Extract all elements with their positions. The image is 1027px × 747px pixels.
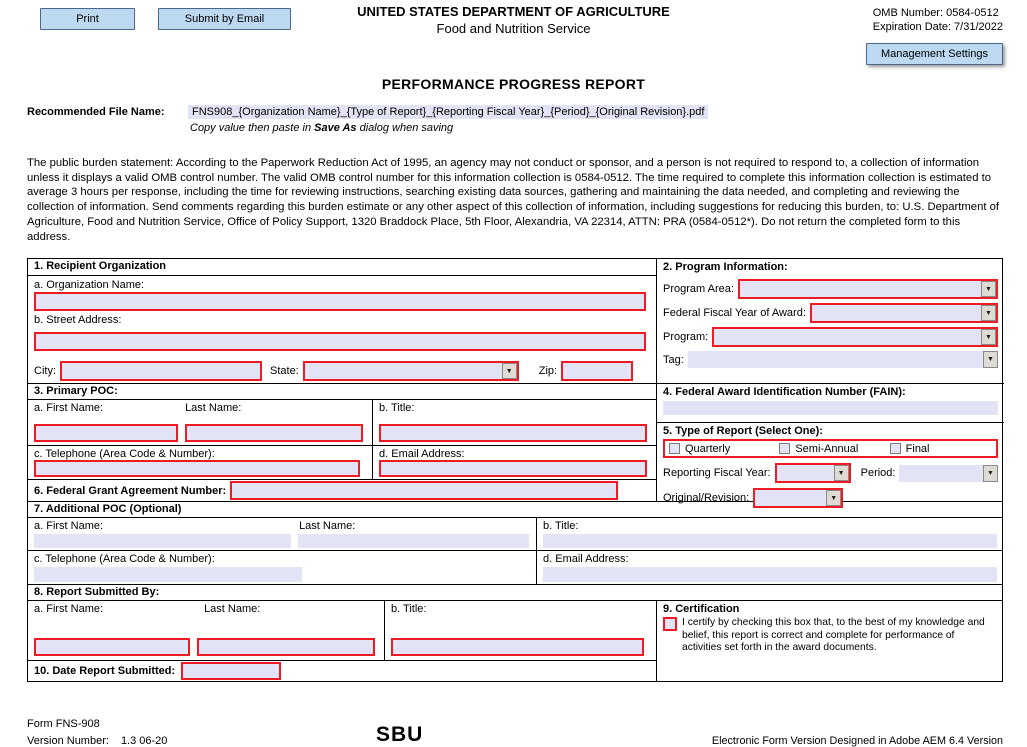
addl-name-labels (34, 520, 530, 532)
dropdown-arrow-icon: ▼ (981, 281, 996, 297)
file-name-label: Recommended File Name: (27, 106, 165, 118)
recommended-file-name-row (27, 105, 1027, 119)
original-revision-select[interactable] (753, 488, 843, 508)
dropdown-arrow-icon: ▼ (981, 329, 996, 345)
primary-poc-name-row (28, 399, 656, 445)
version-value: 1.3 06-20 (120, 735, 168, 747)
organization-name-input[interactable] (34, 292, 646, 311)
omb-number: OMB Number: 0584-0512 (872, 7, 999, 19)
poc-phone-input[interactable] (34, 460, 360, 477)
agency-service: Food and Nutrition Service (436, 21, 591, 36)
tag-row (663, 351, 998, 368)
grant-number-row (28, 479, 656, 501)
classification-marking: SBU (376, 723, 424, 747)
reporting-fiscal-year-label: Reporting Fiscal Year: (663, 467, 771, 480)
fain-input[interactable] (663, 401, 998, 415)
city-label: City: (34, 365, 56, 378)
section-3-header: 3. Primary POC: (28, 383, 656, 399)
semi-annual-checkbox[interactable] (779, 443, 790, 454)
poc-title-input[interactable] (379, 424, 647, 442)
fiscal-year-award-select[interactable] (810, 303, 998, 323)
fiscal-year-award-label: Federal Fiscal Year of Award: (663, 307, 806, 320)
org-name-label: a. Organization Name: (34, 279, 145, 292)
section-4-header: 4. Federal Award Identification Number (FAIN): (663, 386, 906, 399)
section-10-header: 10. Date Report Submitted: (34, 665, 176, 678)
addl-last-name-input[interactable] (298, 534, 529, 548)
dropdown-arrow-icon: ▼ (983, 351, 998, 368)
hint-prefix: Copy value then paste in (190, 122, 315, 134)
program-select[interactable] (712, 327, 998, 347)
state-select[interactable] (303, 361, 519, 381)
section-9-header: 9. Certification (663, 603, 740, 616)
primary-poc-contact-row (28, 445, 656, 479)
addl-first-name-label: a. First Name: (34, 520, 104, 533)
addl-title-label: b. Title: (543, 520, 579, 533)
addl-names-cell (28, 518, 536, 550)
public-burden-statement: The public burden statement: According to the Paperwork Reduction Act of 1995, an agency may not conduct or sponsor, and a person is not required to respond to, a collection of information unless it displays a valid OMB control number. The valid OMB control number for this information collection is 0584-0512. The time required to complete this information collection is estimated to average 3 hours per response, including the time for reviewing instructions, searching existing data sources, gathering and maintaining the data needed, and completing and reviewing the collection of information. Send comments regarding this burden estimate or any other aspect of this collection of information, including suggestions for reducing this burden, to: U.S. Department of Agriculture, Food and Nutrition Service, Office of Policy Support, 1320 Braddock Place, 5th Floor, Alexandria, VA 22314, ATTN: PRA (0584-0512*). Do not return the completed form to this address. (27, 157, 1000, 243)
fiscal-year-award-row (663, 303, 998, 323)
poc-email-input[interactable] (379, 460, 647, 477)
period-select[interactable] (899, 465, 998, 482)
hint-save-as: Save As (314, 122, 357, 134)
additional-poc-contact-row (28, 550, 1002, 584)
dropdown-arrow-icon: ▼ (983, 465, 998, 482)
program-area-label: Program Area: (663, 283, 734, 296)
semi-annual-option (775, 443, 885, 455)
poc-name-inputs (34, 424, 366, 442)
addl-email-cell (536, 551, 1003, 584)
submit-by-email-button[interactable]: Submit by Email (158, 8, 291, 30)
submit-title-input[interactable] (391, 638, 644, 656)
fain-cell (657, 383, 1004, 422)
report-type-options (663, 439, 998, 458)
report-type-cell (657, 422, 1004, 505)
poc-title-label: b. Title: (379, 402, 415, 415)
addl-title-cell (536, 518, 1003, 550)
submitted-by-grid (28, 600, 1002, 681)
poc-first-name-input[interactable] (34, 424, 178, 442)
dropdown-arrow-icon: ▼ (826, 490, 841, 506)
dropdown-arrow-icon: ▼ (502, 363, 517, 379)
city-input[interactable] (60, 361, 262, 381)
certification-text: I certify by checking this box that, to the best of my knowledge and belief, this report is correct and complete for performance of activities set forth in the award documents. (682, 617, 985, 654)
semi-annual-label: Semi-Annual (795, 442, 859, 455)
poc-email-label: d. Email Address: (379, 448, 465, 461)
addl-phone-input[interactable] (34, 567, 302, 582)
file-name-hint (190, 122, 1027, 134)
expiration-date: Expiration Date: 7/31/2022 (872, 21, 1003, 33)
addl-last-name-label: Last Name: (299, 520, 356, 533)
poc-phone-cell (28, 446, 372, 480)
addl-email-input[interactable] (543, 567, 997, 582)
hint-suffix: dialog when saving (356, 122, 454, 134)
submit-title-cell (384, 601, 656, 660)
dropdown-arrow-icon: ▼ (834, 465, 849, 481)
omb-block (873, 6, 1003, 34)
program-row (663, 327, 998, 347)
tag-label: Tag: (663, 353, 684, 366)
poc-phone-label: c. Telephone (Area Code & Number): (34, 448, 215, 461)
addl-phone-label: c. Telephone (Area Code & Number): (34, 553, 215, 566)
poc-first-name-label: a. First Name: (34, 402, 104, 415)
city-state-zip-row (34, 361, 650, 381)
additional-poc-name-row (28, 517, 1002, 550)
addl-name-inputs (34, 534, 530, 548)
submit-last-name-label: Last Name: (204, 603, 261, 616)
reporting-fiscal-year-row (663, 463, 998, 483)
date-submitted-row (28, 660, 656, 681)
section-5-header: 5. Type of Report (Select One): (663, 425, 823, 438)
submit-names-cell (28, 601, 384, 660)
zip-label: Zip: (538, 365, 558, 378)
poc-last-name-label: Last Name: (185, 402, 242, 415)
certification-checkbox[interactable] (663, 617, 677, 631)
program-area-select[interactable] (738, 279, 998, 299)
submit-name-inputs (34, 638, 378, 656)
page-title: PERFORMANCE PROGRESS REPORT (381, 76, 646, 92)
quarterly-label: Quarterly (685, 442, 731, 455)
version-line (27, 735, 167, 747)
submit-title-label: b. Title: (391, 603, 427, 616)
design-credit: Electronic Form Version Designed in Adobe AEM 6.4 Version (711, 735, 1003, 747)
program-area-row (663, 279, 998, 299)
submit-name-labels (34, 603, 378, 615)
section-6-header: 6. Federal Grant Agreement Number: (34, 484, 227, 497)
form-number: Form FNS-908 (27, 718, 100, 731)
addl-first-name-input[interactable] (34, 534, 291, 548)
section-1-header: 1. Recipient Organization (34, 260, 167, 273)
submit-first-name-label: a. First Name: (34, 603, 104, 616)
addl-email-label: d. Email Address: (543, 553, 629, 566)
quarterly-checkbox[interactable] (669, 443, 680, 454)
version-label: Version Number: (27, 735, 109, 747)
addl-phone-cell (28, 551, 536, 584)
zip-input[interactable] (561, 361, 633, 381)
tag-select[interactable] (688, 351, 998, 368)
quarterly-option (665, 443, 775, 455)
original-revision-row (663, 488, 998, 508)
section-2-header: 2. Program Information: (663, 261, 788, 274)
poc-email-cell (372, 446, 656, 480)
certification-row (663, 617, 996, 654)
poc-title-cell (372, 400, 656, 445)
street-address-label: b. Street Address: (34, 314, 122, 327)
reporting-fiscal-year-select[interactable] (775, 463, 851, 483)
period-label: Period: (860, 467, 896, 480)
date-report-submitted-input[interactable] (181, 662, 281, 680)
recipient-organization-cell (28, 275, 656, 383)
submit-last-name-input[interactable] (197, 638, 375, 656)
right-column (656, 259, 1004, 505)
final-option (886, 443, 996, 455)
program-information-cell (657, 259, 1004, 383)
agency-name: UNITED STATES DEPARTMENT OF AGRICULTURE (357, 4, 670, 19)
print-button[interactable]: Print (40, 8, 135, 30)
section-8-header: 8. Report Submitted By: (28, 584, 1002, 600)
file-name-value[interactable]: FNS908_{Organization Name}_{Type of Report}_{Reporting Fiscal Year}_{Period}_{Original Revision}.pdf (188, 105, 708, 119)
program-label: Program: (663, 331, 709, 344)
poc-names-cell (28, 400, 372, 445)
original-revision-label: Original/Revision: (663, 492, 750, 505)
submit-first-name-input[interactable] (34, 638, 190, 656)
form-table (27, 258, 1003, 682)
left-column (28, 259, 656, 501)
page-footer (27, 718, 1003, 747)
poc-last-name-input[interactable] (185, 424, 363, 442)
section-7-header: 7. Additional POC (Optional) (28, 501, 1002, 517)
footer-left (27, 718, 167, 747)
street-address-input[interactable] (34, 332, 646, 351)
state-label: State: (270, 365, 299, 378)
grant-agreement-number-input[interactable] (230, 481, 618, 500)
addl-title-input[interactable] (543, 534, 997, 548)
dropdown-arrow-icon: ▼ (981, 305, 996, 321)
management-settings-button[interactable]: Management Settings (866, 43, 1003, 65)
final-checkbox[interactable] (890, 443, 901, 454)
poc-name-labels (34, 402, 366, 414)
certification-cell (656, 601, 1002, 681)
final-label: Final (905, 442, 930, 455)
